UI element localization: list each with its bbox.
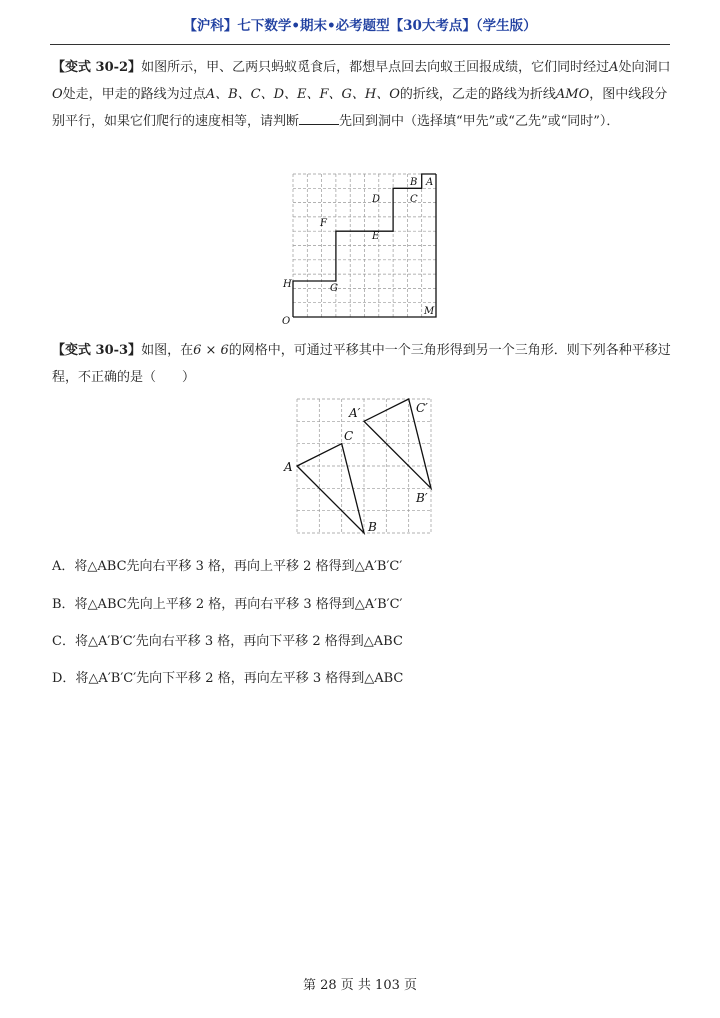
question-text: 的网格中，可通过平移其中一个三角形得到另一个三角形．则下列各种平移过程，不正确的是（ ）	[52, 343, 671, 385]
page-footer: 第 28 页 共 103 页	[302, 978, 418, 993]
option-a[interactable]	[52, 555, 402, 574]
question-text: 如图所示，甲、乙两只蚂蚁觅食后，都想早点回去向蚁王回报成绩，它们同时经过	[141, 60, 610, 75]
label-m: M	[424, 306, 435, 317]
label-b: B	[410, 177, 418, 188]
option-text: 将△A′B′C′先向右平移 3 格，再向下平移 2 格得到△ABC	[74, 634, 403, 649]
label-a: A	[426, 177, 434, 188]
option-key: D．	[52, 671, 76, 686]
option-b[interactable]	[52, 593, 403, 612]
header-divider	[50, 44, 670, 45]
option-key: B．	[52, 597, 75, 612]
label-g: G	[330, 283, 338, 294]
label-c-prime: C′	[416, 401, 428, 415]
label-f: F	[320, 218, 327, 229]
staircase-figure	[280, 168, 450, 328]
grid-lines	[297, 399, 431, 533]
label-a: A	[284, 460, 293, 474]
label-b-prime: B′	[416, 491, 428, 505]
question-text: 的折线，乙走的路线为折线	[399, 87, 556, 102]
label-c: C	[344, 429, 354, 443]
question-text: 先回到洞中（选择填“甲先”或“乙先”或“同时”）．	[339, 114, 620, 129]
triangle-translation-figure	[280, 392, 450, 542]
option-key: C．	[52, 634, 75, 649]
question-tag: 【变式 30-2】	[52, 60, 142, 75]
grid-size: 6 × 6	[193, 343, 229, 358]
page-header: 【沪科】七下数学•期末•必考题型【30大考点】（学生版）	[183, 18, 537, 34]
label-c: C	[410, 194, 418, 205]
option-text: 将△ABC先向右平移 3 格，再向上平移 2 格得到△A′B′C′	[74, 559, 403, 574]
label-d: D	[372, 194, 381, 205]
question-text: ，图中线段分别平行，如果它们爬行的速度相等，请判断	[52, 87, 668, 129]
question-text: 如图，在	[141, 343, 194, 358]
question-text: 处向洞口	[618, 60, 671, 75]
question-text: 处走，甲走的路线为过点	[62, 87, 206, 102]
label-h: H	[283, 279, 292, 290]
path-points: A、B、C、D、E、F、G、H、O	[205, 87, 400, 102]
point-a: A	[609, 60, 619, 75]
label-b: B	[368, 520, 377, 534]
label-a-prime: A′	[349, 406, 361, 420]
path-amo: AMO	[555, 87, 590, 102]
question-30-3	[52, 337, 672, 391]
option-text: 将△A′B′C′先向下平移 2 格，再向左平移 3 格得到△ABC	[75, 671, 404, 686]
option-d[interactable]	[52, 667, 403, 686]
label-o: O	[282, 316, 291, 327]
question-30-2	[52, 54, 672, 135]
option-c[interactable]	[52, 630, 403, 649]
answer-blank	[299, 110, 339, 125]
label-e: E	[372, 231, 380, 242]
point-o: O	[52, 87, 63, 102]
question-tag: 【变式 30-3】	[52, 343, 142, 358]
option-key: A．	[52, 559, 75, 574]
option-text: 将△ABC先向上平移 2 格，再向右平移 3 格得到△A′B′C′	[74, 597, 403, 612]
